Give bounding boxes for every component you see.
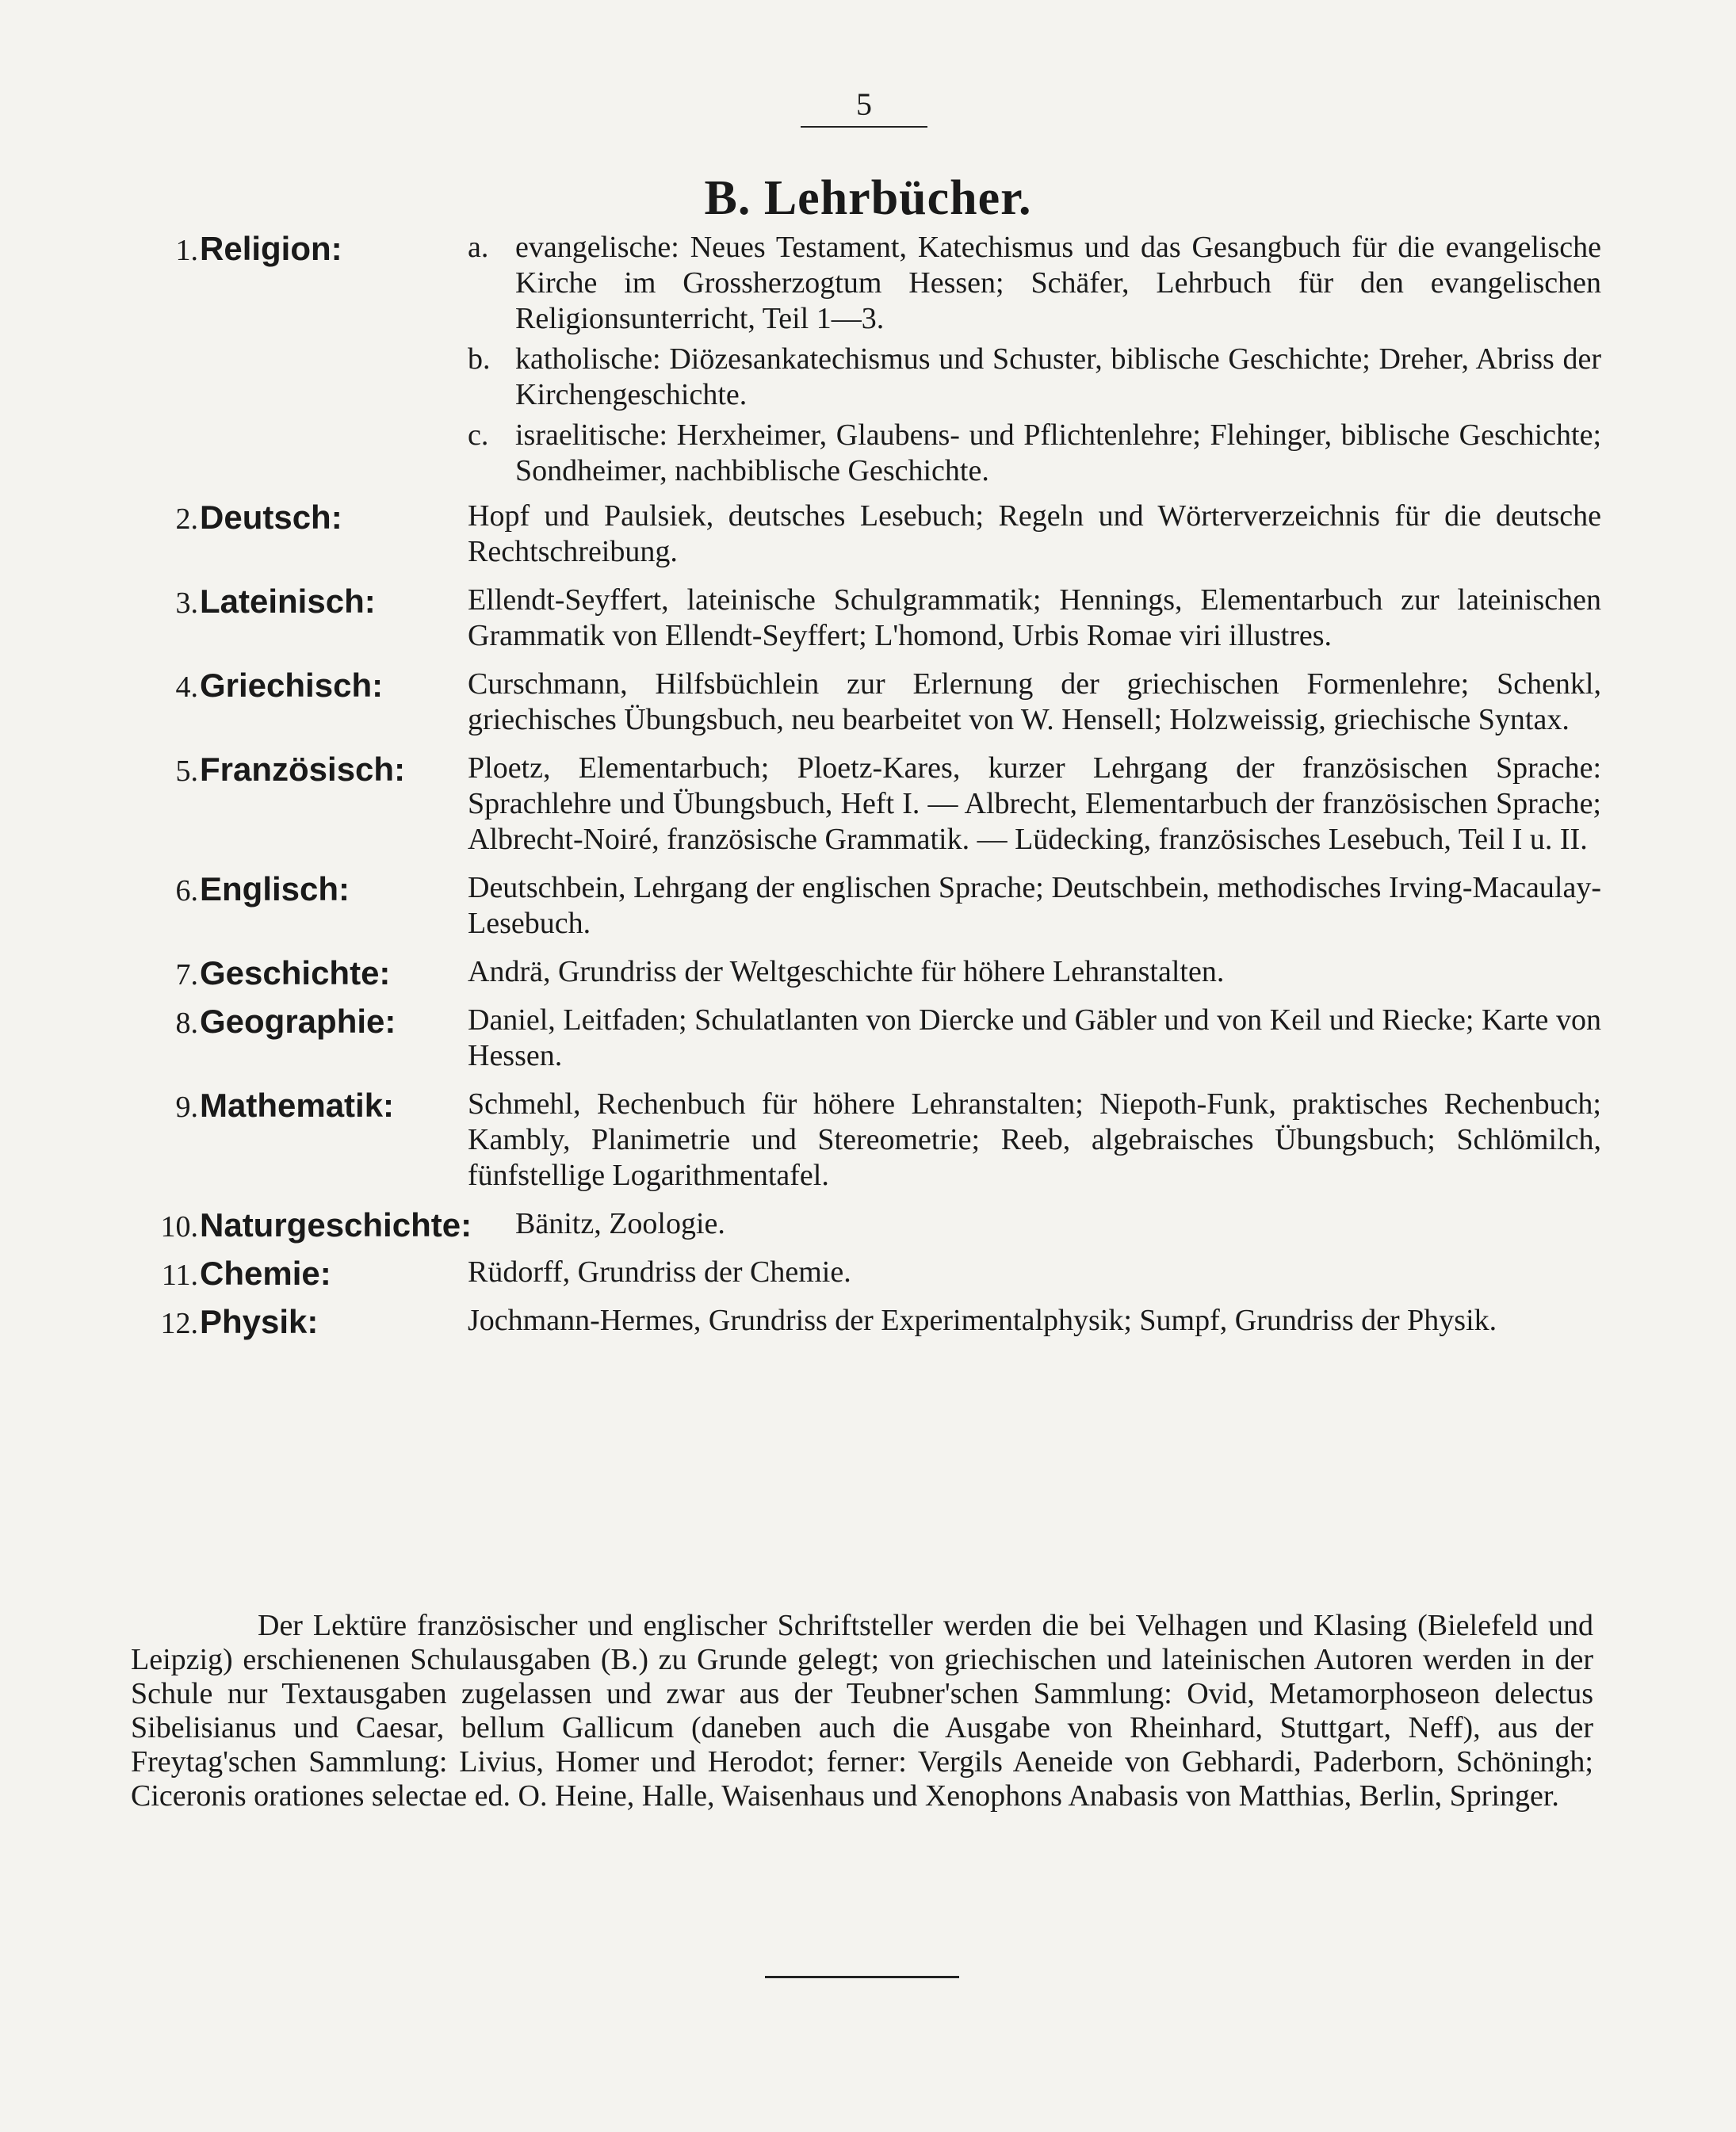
entry-letter: a.: [468, 231, 489, 264]
subject-franzoesisch: [127, 751, 1601, 858]
subject-number: 8.: [175, 1007, 198, 1040]
bottom-rule: [765, 1976, 959, 1978]
subject-name: Französisch:: [200, 751, 406, 788]
subject-name: Mathematik:: [200, 1087, 395, 1124]
subject-number: 4.: [175, 671, 198, 704]
subject-name: Religion:: [200, 230, 342, 267]
subject-number: 2.: [175, 502, 198, 536]
subject-books: Rüdorff, Grundriss der Chemie.: [468, 1255, 851, 1289]
subject-books: Jochmann-Hermes, Grundriss der Experimentalphysik; Sumpf, Grundriss der Physik.: [468, 1304, 1497, 1337]
subject-name: Englisch:: [200, 870, 350, 907]
religion-entry-evangelisch: [468, 230, 1601, 337]
religion-entry-israelitisch: [468, 418, 1601, 489]
subject-number: 7.: [175, 958, 198, 991]
subject-physik: [127, 1303, 1601, 1339]
subject-name: Geschichte:: [200, 954, 391, 991]
subject-religion: [127, 230, 1601, 489]
entry-letter: c.: [468, 418, 489, 452]
subject-number: 12.: [160, 1307, 198, 1340]
subject-books: Ellendt-Seyffert, lateinische Schulgrammatik; Hennings, Elementarbuch zur lateinischen Grammatik von Ellendt-Seyffert; L'homond, Urbis Romae viri illustres.: [468, 583, 1601, 652]
subject-geographie: [127, 1003, 1601, 1074]
subject-number: 6.: [175, 874, 198, 907]
subject-chemie: [127, 1255, 1601, 1290]
subject-englisch: [127, 870, 1601, 942]
entry-letter: b.: [468, 342, 491, 376]
entry-text: evangelische: Neues Testament, Katechismus und das Gesangbuch für die evangelische Kirche im Grossherzogtum Hessen; Schäfer, Lehrbuch für den evangelischen Religionsunterricht, Teil 1—3.: [515, 231, 1601, 335]
subject-griechisch: [127, 667, 1601, 738]
subject-books: Curschmann, Hilfsbüchlein zur Erlernung der griechischen Formenlehre; Schenkl, griechisches Übungsbuch, neu bearbeitet von W. Hensell; Holzweissig, griechische Syntax.: [468, 667, 1601, 736]
subject-name: Lateinisch:: [200, 583, 376, 620]
religion-entry-katholisch: [468, 342, 1601, 413]
subject-name: Physik:: [200, 1303, 319, 1340]
subject-number: 1.: [175, 234, 198, 267]
subject-books: Ploetz, Elementarbuch; Ploetz-Kares, kurzer Lehrgang der französischen Sprache: Sprachlehre und Übungsbuch, Heft I. — Albrecht, Elementarbuch der französischen Sprache; Albrecht-Noiré, französische Grammatik. — Lüdecking, französisches Lesebuch, Teil I u. II.: [468, 751, 1601, 856]
subject-name: Chemie:: [200, 1255, 331, 1292]
entry-text: israelitische: Herxheimer, Glaubens- und Pflichtenlehre; Flehinger, biblische Geschichte; Sondheimer, nachbiblische Geschichte.: [515, 418, 1601, 487]
subject-name: Naturgeschichte:: [200, 1206, 472, 1244]
subject-mathematik: [127, 1087, 1601, 1194]
page-number: 5: [801, 86, 927, 128]
subject-name: Geographie:: [200, 1003, 396, 1040]
subject-books: Bänitz, Zoologie.: [515, 1207, 725, 1240]
subject-number: 11.: [161, 1259, 198, 1292]
subject-name: Deutsch:: [200, 499, 342, 536]
closing-paragraph: Der Lektüre französischer und englischer Schriftsteller werden die bei Velhagen und Klasing (Bielefeld und Leipzig) erschienenen Schulausgaben (B.) zu Grunde gelegt; von griechischen und lateinischen Autoren werden in der Schule nur Textausgaben zugelassen und zwar aus der Teubner'schen Sammlung: Ovid, Metamorphoseon delectus Sibelisianus und Caesar, bellum Gallicum (daneben auch die Ausgabe von Rheinhard, Stuttgart, Neff), aus der Freytag'schen Sammlung: Livius, Homer und Herodot; ferner: Vergils Aeneide von Gebhardi, Paderborn, Schöningh; Ciceronis orationes selectae ed. O. Heine, Halle, Waisenhaus und Xenophons Anabasis von Matthias, Berlin, Springer.: [131, 1609, 1593, 1813]
page-title: B. Lehrbücher.: [704, 171, 1032, 225]
subject-deutsch: [127, 499, 1601, 570]
subject-books: Andrä, Grundriss der Weltgeschichte für höhere Lehranstalten.: [468, 955, 1225, 988]
subject-number: 3.: [175, 586, 198, 620]
subject-naturgeschichte: [127, 1206, 1601, 1242]
entry-text: katholische: Diözesankatechismus und Schuster, biblische Geschichte; Dreher, Abriss der Kirchengeschichte.: [515, 342, 1601, 411]
subject-books: Hopf und Paulsiek, deutsches Lesebuch; Regeln und Wörterverzeichnis für die deutsche Rechtschreibung.: [468, 499, 1601, 568]
subject-books: Daniel, Leitfaden; Schulatlanten von Diercke und Gäbler und von Keil und Riecke; Karte von Hessen.: [468, 1003, 1601, 1072]
subject-number: 9.: [175, 1091, 198, 1124]
subject-name: Griechisch:: [200, 667, 384, 704]
textbook-list: [127, 230, 1601, 1351]
subject-books: [468, 230, 1601, 489]
subject-books: Schmehl, Rechenbuch für höhere Lehranstalten; Niepoth-Funk, praktisches Rechenbuch; Kambly, Planimetrie und Stereometrie; Reeb, algebraisches Übungsbuch; Schlömilch, fünfstellige Logarithmentafel.: [468, 1087, 1601, 1192]
subject-geschichte: [127, 954, 1601, 990]
subject-number: 5.: [175, 755, 198, 788]
subject-lateinisch: [127, 583, 1601, 654]
subject-number: 10.: [160, 1210, 198, 1244]
subject-books: Deutschbein, Lehrgang der englischen Sprache; Deutschbein, methodisches Irving-Macaulay-Lesebuch.: [468, 871, 1601, 940]
